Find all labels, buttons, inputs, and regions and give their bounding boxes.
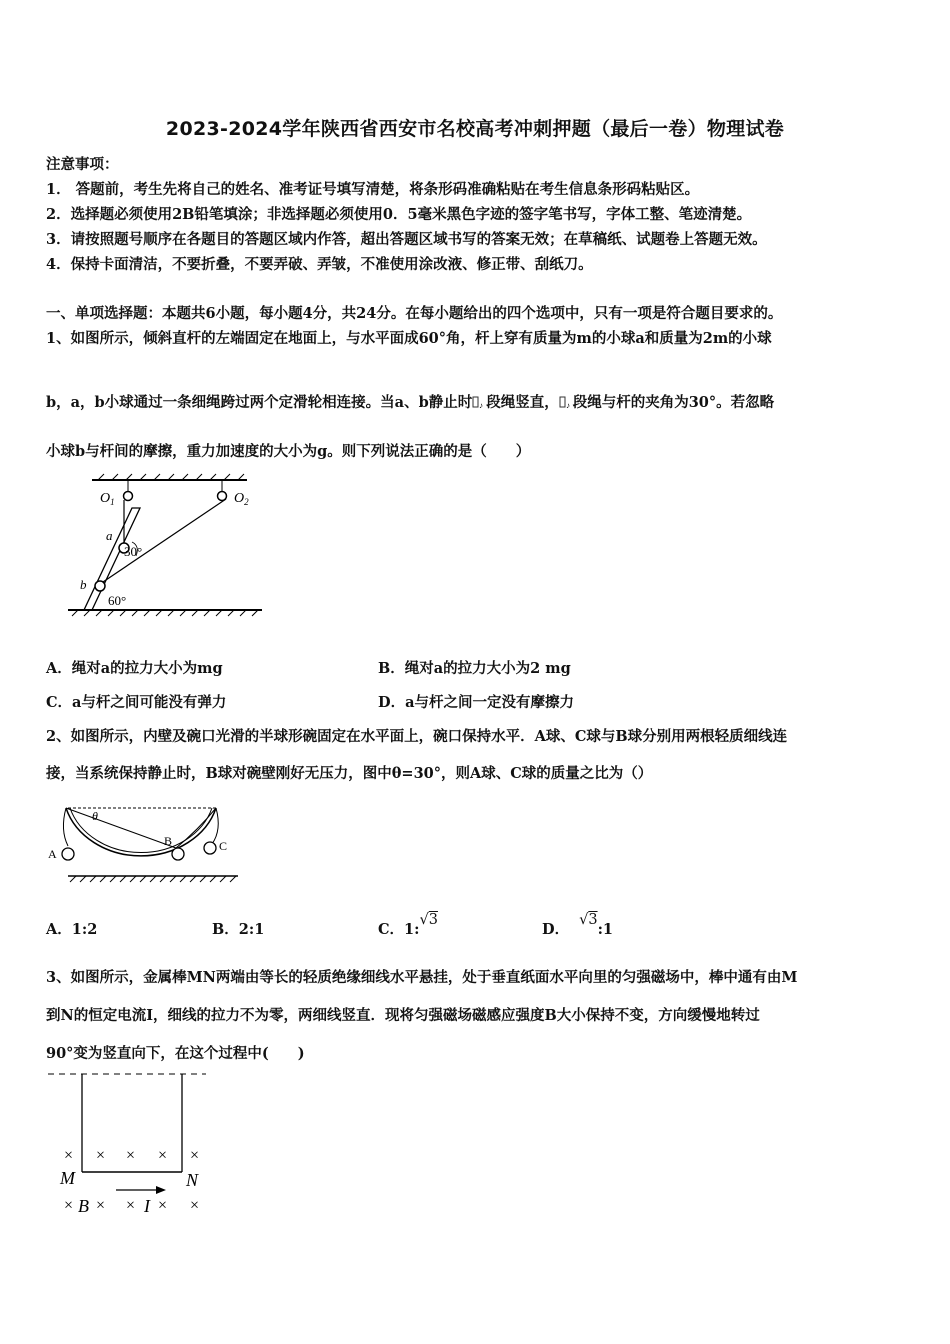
notice-item-4: 4．保持卡面清洁，不要折叠，不要弄破、弄皱，不准使用涂改液、修正带、刮纸刀。 [46,256,593,273]
q2-option-c[interactable] [378,912,438,939]
notice-item-2: 2．选择题必须使用2B铅笔填涂；非选择题必须使用0．5毫米黑色字迹的签字笔书写，字体工整、笔迹清楚。 [46,206,752,223]
label-theta: θ [92,809,98,823]
svg-text:♪: ♪ [479,401,484,410]
label-b: B [164,834,173,848]
label-i: I [144,1196,150,1216]
svg-text:×: × [64,1197,74,1214]
q1-line-2c: 段绳与杆的夹角为30°。若忽略 [572,394,775,411]
q1-option-d[interactable]: D．a与杆之间一定没有摩擦力 [378,694,574,711]
label-c: C [219,839,228,853]
page-title: 2023-2024学年陕西省西安市名校高考冲刺押题（最后一卷）物理试卷 [165,118,785,140]
q1-line-2 [46,391,774,412]
q1-pulley-figure [62,472,272,620]
q2-option-c-label: C．1: [378,921,420,938]
q1-line-2a: b，a，b小球通过一条细绳跨过两个定滑轮相连接。当a、b静止时 [46,394,473,411]
q3-magnetic-figure [46,1066,216,1218]
q1-option-a[interactable]: A．绳对a的拉力大小为mg [46,660,223,677]
ball-a [62,848,74,860]
ball-c [204,842,216,854]
q1-line-1: 1、如图所示，倾斜直杆的左端固定在地面上，与水平面成60°角，杆上穿有质量为m的小球a和质量为2m的小球 [46,330,772,347]
label-60deg: 60° [108,593,127,608]
notice-heading: 注意事项： [46,156,119,173]
label-n: N [186,1170,199,1190]
svg-text:×: × [64,1147,74,1164]
notice-item-1: 1． 答题前，考生先将自己的姓名、准考证号填写清楚，将条形码准确粘贴在考生信息条形码粘贴区。 [46,181,700,198]
label-b: b [80,577,87,592]
label-b: B [78,1196,89,1216]
label-m: M [60,1168,75,1188]
q2-option-a[interactable]: A．1:2 [46,921,98,938]
sqrt-icon: √3 [579,912,598,928]
section-heading: 一、单项选择题：本题共6小题，每小题4分，共24分。在每小题给出的四个选项中，只有一项是符合题目要求的。 [46,305,783,322]
q3-line-3: 90°变为竖直向下，在这个过程中( ) [46,1045,305,1062]
q1-line-2b: 段绳竖直， [486,394,559,411]
svg-text:♪: ♪ [565,401,570,410]
svg-text:×: × [190,1147,200,1164]
ball-b [95,581,105,591]
q3-line-1: 3、如图所示，金属棒MN两端由等长的轻质绝缘细线水平悬挂，处于垂直纸面水平向里的匀强磁场中，棒中通有由M [46,969,798,986]
missing-glyph-icon [559,396,573,410]
q1-option-c[interactable]: C．a与杆之间可能没有弹力 [46,694,227,711]
label-30deg: 30° [124,544,143,559]
label-o1: $O_1$ [100,491,115,507]
q2-line-1: 2、如图所示，内壁及碗口光滑的半球形碗固定在水平面上，碗口保持水平．A球、C球与B球分别用两根轻质细线连 [46,728,788,745]
ball-b [172,848,184,860]
label-a: A [48,847,57,861]
q2-option-d[interactable] [542,912,614,939]
q1-line-3: 小球b与杆间的摩擦，重力加速度的大小为g。则下列说法正确的是（ ） [46,443,531,460]
svg-text:×: × [96,1147,106,1164]
q2-option-d-label: D． [542,921,570,938]
svg-text:×: × [158,1197,168,1214]
q2-option-b[interactable]: B．2:1 [212,921,265,938]
q1-option-b[interactable]: B．绳对a的拉力大小为2 mg [378,660,571,677]
q2-bowl-figure [46,800,241,886]
missing-glyph-icon [472,396,486,410]
svg-text:×: × [126,1197,136,1214]
label-o2: $O_2$ [234,491,249,507]
sqrt-icon: √3 [419,912,438,928]
svg-text:×: × [158,1147,168,1164]
notice-item-3: 3．请按照题号顺序在各题目的答题区域内作答，超出答题区域书写的答案无效；在草稿纸、试题卷上答题无效。 [46,231,767,248]
q3-line-2: 到N的恒定电流I，细线的拉力不为零，两细线竖直．现将匀强磁场磁感应强度B大小保持不变，方向缓慢地转过 [46,1007,760,1024]
q2-option-d-suffix: :1 [597,921,614,938]
svg-text:×: × [190,1197,200,1214]
q2-line-2: 接，当系统保持静止时，B球对碗壁刚好无压力，图中θ=30°，则A球、C球的质量之比为（） [46,765,653,782]
svg-text:×: × [126,1147,136,1164]
label-a: a [106,528,113,543]
svg-text:×: × [96,1197,106,1214]
